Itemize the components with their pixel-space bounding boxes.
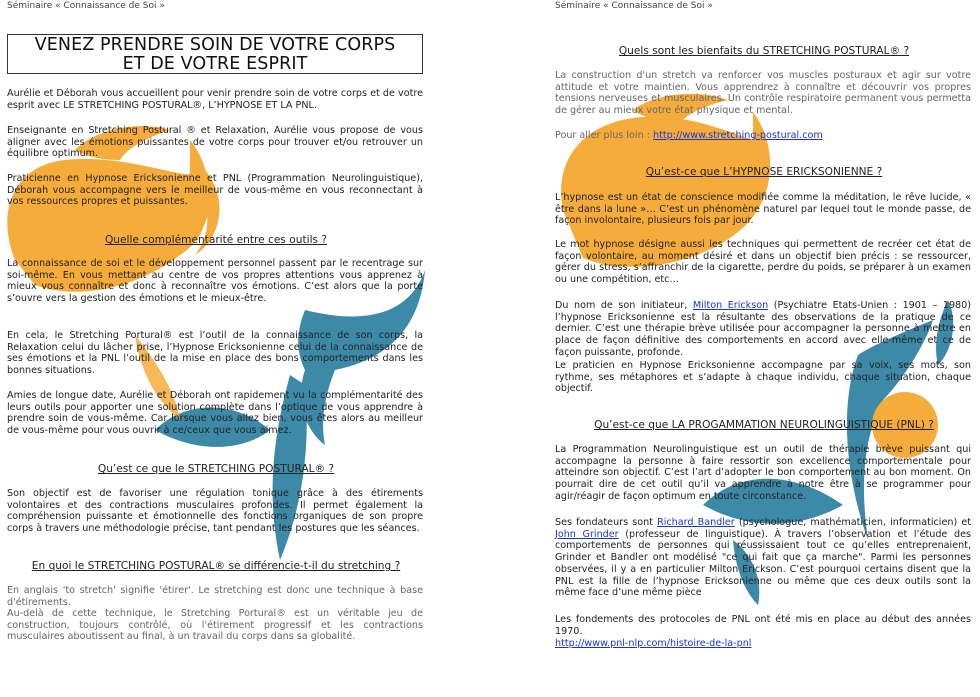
richard-bandler-link[interactable]: Richard Bandler [657,517,735,528]
hypnose-paragraph-1: L’hypnose est un état de conscience modifiée comme la méditation, le rêve lucide, « être dans la lune »… C’est un phénomène naturel par lequel tout le monde passe, de façon involontaire, plusieurs fois par jour. [555,192,971,227]
complementarite-paragraph: La connaissance de soi et le développement personnel passent par le recentrage sur soi-même. En vous mettant au centre de vos propres attentions vous apprenez à mieux vous connaître et donc à reconnaître vos émotions. C’est alors que la porte s’ouvre vers la gestion des émotions et le mieux-être. [7,258,423,305]
pnl-paragraph-3: Les fondements des protocoles de PNL ont été mis en place au début des années 1970. [555,614,971,637]
amies-paragraph: Amies de longue date, Aurélie et Déborah ont rapidement vu la complémentarité des leurs outils pour apporter une solution complète dans l’optique de vous apprendre à prendre soin de vous-même. Car lorsque vous allez bien, vous êtes alors au meilleur de vous-même pour vous ouvrir à ce/ceux que vous aimez. [7,390,423,437]
aurelie-paragraph: Enseignante en Stretching Postural ® et Relaxation, Aurélie vous propose de vous aligner avec les émotions puissantes de votre corps pour trouver et/ou retrouver un équilibre optimum. [7,125,423,160]
page-left [5,0,427,697]
header-right: Séminaire « Connaissance de Soi » [555,1,713,11]
heading-stretching: Qu’est ce que le STRETCHING POSTURAL® ? [97,463,335,475]
heading-bienfaits: Quels sont les bienfaits du STRETCHING POSTURAL® ? [618,45,910,57]
pnl-paragraph-1: La Programmation Neurolinguistique est un outil de thérapie brève puissant qui accompagne la personne à faire ressortir son excellence comportementale pour atteindre son objectif. C’est l’art d’adopter le bon comportement au bon moment. On pourrait dire de cet outil qu’il va apprendre à notre être à se programmer pour agir/réagir de façon optimum en toute circonstance. [555,444,971,502]
heading-complementarite: Quelle complémentarité entre ces outils ? [104,234,328,246]
page-title [7,34,423,74]
heading-pnl: Qu’est-ce que LA PROGAMMATION NEUROLINGUISTIQUE (PNL) ? [594,419,934,431]
hypnose-paragraph-4: Le praticien en Hypnose Ericksonienne accompagne par sa voix, ses mots, son rythme, ses métaphores et s’adapte à chaque individu, chaque situation, chaque objectif. [555,360,971,395]
title-line-2: ET DE VOTRE ESPRIT [122,54,308,74]
deborah-paragraph: Praticienne en Hypnose Ericksonienne et PNL (Programmation Neurolinguistique), Déborah vous accompagne vers le meilleur de vous-même en vous reconnectant à vos ressources propres et puissantes. [7,173,423,208]
stretching-postural-link[interactable]: http://www.stretching-postural.com [653,130,823,141]
difference-paragraph-1: En anglais 'to stretch' signifie 'étirer'. Le stretching est donc une technique à base d'étirements. [7,585,423,608]
pnl-2-mid: (psychologue, mathématicien, informaticien) et [738,517,971,528]
pnl-2-pre: Ses fondateurs sont [555,517,653,528]
page-right [553,0,975,697]
pnl-2-post: (professeur de linguistique). À travers l’observation et l’étude des comportements de personnes qui réussissaient tout ce qu’elles entreprenaient, Grinder et Bandler ont modélisé "ce qui fait que ça marche". Parmi les personnes observées, il y a en particulier Milton Erickson. C’est pourquoi certains disent que la PNL est la fille de l’hypnose Ericksonienne ou même que ces deux outils sont la même face d’une même pièce [555,528,971,599]
stretching-paragraph: Son objectif est de favoriser une régulation tonique grâce à des étirements volontaires et des contractions musculaires profondes. Il permet également la compréhension puissante et émotionnelle des fonctions organiques de son propre corps à travers une méthodologie précise, tant pendant les postures que les séances. [7,488,423,535]
pnl-link-line [555,638,971,650]
pnl-history-link[interactable]: http://www.pnl-nlp.com/histoire-de-la-pnl [555,638,752,649]
hypnose-3-pre: Du nom de son initiateur, [555,300,688,311]
pnl-paragraph-2 [555,517,971,599]
plus-loin-label: Pour aller plus loin : [555,130,650,141]
header-left: Séminaire « Connaissance de Soi » [7,1,165,11]
hypnose-paragraph-2: Le mot hypnose désigne aussi les techniques qui permettent de recréer cet état de façon volontaire, au moment désiré et dans un objectif bien précis : se ressourcer, gérer du stress, s’affranchir de la cigarette, perdre du poids, se préparer à un examen ou une compétition, etc… [555,239,971,286]
plus-loin-line [555,130,971,142]
john-grinder-link[interactable]: John Grinder [555,528,619,540]
bienfaits-paragraph: La construction d'un stretch va renforcer vos muscles posturaux et agir sur votre attitude et votre maintien. Vous apprendrez à connaître et découvrir vos propres tensions nerveuses et musculaires. Un contrôle respiratoire permanent vous permetta de gérer au mieux votre état physique et mental. [555,70,971,117]
outils-paragraph: En cela, le Stretching Portural® est l’outil de la connaissance de son corps, la Relaxation celui du lâcher prise, l’Hypnose Ericksonienne celui de la connaissance de ses émotions et la PNL l’outil de la mise en place des bons comportements dans les bonnes situations. [7,330,423,377]
intro-paragraph: Aurélie et Déborah vous accueillent pour venir prendre soin de votre corps et de votre esprit avec LE STRETCHING POSTURAL®, L’HYPNOSE ET LA PNL. [7,88,423,111]
hypnose-paragraph-3 [555,300,971,359]
title-line-1: VENEZ PRENDRE SOIN DE VOTRE CORPS [34,35,396,55]
difference-paragraph-2: Au-delà de cette technique, le Stretching Portural® est un véritable jeu de construction, toujours contrôlé, où l'étirement progressif et les contractions musculaires aboutissent au final, à un travail du corps dans sa globalité. [7,608,423,643]
heading-hypnose: Qu’est-ce que L’HYPNOSE ERICKSONIENNE ? [645,166,883,178]
heading-difference: En quoi le STRETCHING POSTURAL® se différencie-t-il du stretching ? [31,560,401,572]
milton-erickson-link[interactable]: Milton Erickson [692,300,769,311]
hypnose-3-post: (Psychiatre Etats-Unien : 1901 – 1980) l’hypnose Ericksonienne est la résultante des observations de la pratique de ce dernier. C’est une thérapie brève utilisée pour accompagner la personne à mettre en place de façon définitive des comportements en accord avec elle-même et ce de façon puissante, profonde. [555,300,972,358]
